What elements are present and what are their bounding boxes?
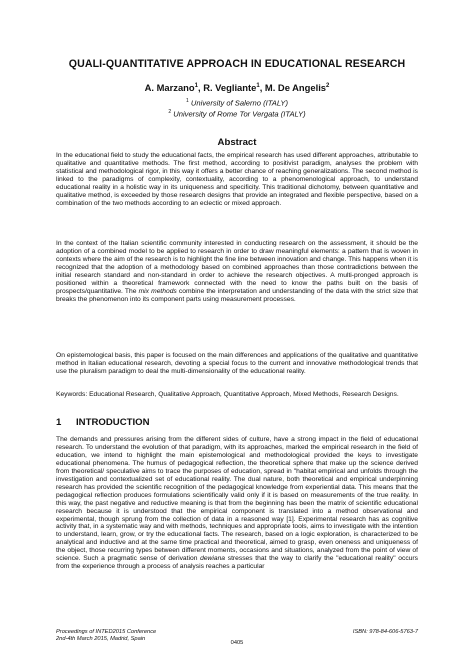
conference-date: 2nd-4th March 2015, Madrid, Spain — [56, 636, 146, 643]
section-heading — [56, 417, 150, 428]
author-affiliation-mark: 1 — [194, 82, 198, 89]
section-number: 1 — [56, 417, 62, 428]
affiliation — [0, 98, 474, 108]
footer-isbn: ISBN: 978-84-606-5763-7 — [352, 629, 418, 635]
emphasized-term: mix methods — [138, 287, 177, 295]
body-paragraph — [56, 436, 418, 571]
page-number: 0405 — [230, 640, 244, 646]
affiliation-mark: 1 — [186, 98, 189, 104]
paragraph-text: In the context of the Italian scientific community interested in conducting research on the assessment, it should be the adoption of a combined model to be applied to research in order to draw meaningful elements: a pattern that is woven in contexts where the aim of the research is to highlight the fine line between innovation and change. This happens when it is recognized that the adoption of a methodology based on combined approaches than those contradictions between the initial research standard and non-standard in order to achieve the research objectives. A multi-pronged approach is positioned within a theoretical framework connected with the need to know the paths built on the basis of prospects/quantitative. The — [56, 240, 418, 295]
section-title: INTRODUCTION — [76, 417, 150, 428]
paragraph-text: combine the interpretation and understanding of the data with the strict size that breaks the phenomenon into its component parts using measurement processes. — [56, 287, 418, 303]
author-name: A. Marzano — [144, 82, 195, 93]
abstract-heading: Abstract — [217, 137, 257, 148]
keywords: Keywords: Educational Research, Qualitative Approach, Quantitative Approach, Mixed Methods, Research Designs. — [56, 391, 399, 398]
affiliation-mark: 2 — [168, 109, 172, 115]
abstract-paragraph — [56, 240, 418, 304]
emphasized-term: dewiana — [200, 555, 226, 563]
affiliation — [0, 109, 474, 119]
author-name: M. De Angelis — [264, 82, 327, 93]
affiliation-text: University of Salerno (ITALY) — [190, 98, 288, 108]
abstract-paragraph: On epistemological basis, this paper is focused on the main differences and applications of the qualitative and quantitative method in Italian educational research, devoting a special focus to the current and innovative methodological trends that use the pluralism paradigm to deal the multi-dimensionality of the educational reality. — [56, 352, 418, 375]
paragraph-text: stresses that the way to clarify the "educational reality" occurs from the experience through a process of analysis reaches a particular — [56, 555, 418, 571]
paragraph-text: The demands and pressures arising from the different sides of culture, have a strong impact in the field of educational research. To understand the evolution of that paradigm, with its approaches, marked the empirical research in the field of education, we intend to highlight the main epistemological and methodological provided the keys to investigate educational phenomena. The humus of pedagogical reflection, the theoretical sphere that make up the science derived from theoretical/ speculative aims to trace the purposes of education, spread in "habitat empirical and unfolds through the investigation and contextualized set of educational reality. The dual nature, both theoretical and empirical underpinning research has provided the scientific recognition of the pedagogical knowledge from experiential data. This means that the pedagogical reflection produces formulations scientifically valid only if it is based on measurements of the true reality. In this way, the past negative and reductive meaning is that from the beginning has been the matrix of scientific educational research because it is understood that the empirical component is translated into a method observational and experimental, though sprung from the collection of data in a reasoned way [1]. Experimental research has as cognitive activity that, in a systematic way and with methods, techniques and appropriate tools, aims to investigate with the intention to understand, learn, grow, or try the educational facts. The research, based on a logic exploration, is characterized to be analytical and inductive and at the same time practical and theoretical, aimed to grasp, even oneness and uniqueness of the object, those recurring types between different moments, occasions and situations, analyzed from the point of view of science. Such a pragmatic sense of derivation — [56, 436, 418, 563]
proceedings-name: Proceedings of INTED2015 Conference — [56, 629, 157, 635]
paper-title: QUALI-QUANTITATIVE APPROACH IN EDUCATIONAL RESEARCH — [68, 58, 406, 70]
author-affiliation-mark: 1 — [256, 82, 260, 89]
affiliation-text: University of Rome Tor Vergata (ITALY) — [173, 109, 306, 119]
author-name: R. Vegliante — [203, 82, 257, 93]
abstract-paragraph: In the educational field to study the educational facts, the empirical research has used different approaches, attributable to qualitative and quantitative methods. The first method, according to positivist paradigm, analyses the problem with statistical and methodological rigor, in this way it offers a better chance of reaching generalizations. The second method is linked to the paradigms of complexity, contextuality, according to a phenomenological approach, to understand educational reality in a holistic way in its uniqueness and specificity. This traditional dichotomy, between quantitative and qualitative method, is exceeded by those research designs that provide an integrated and flexible perspective, based on a combination of the two methods according to an eclectic or mixed approach. — [56, 152, 418, 207]
author-affiliation-mark: 2 — [326, 82, 330, 89]
author-list: A. Marzano$^1$, R. Vegliante$^1$, M. De Angelis$^2$ — [144, 82, 330, 93]
